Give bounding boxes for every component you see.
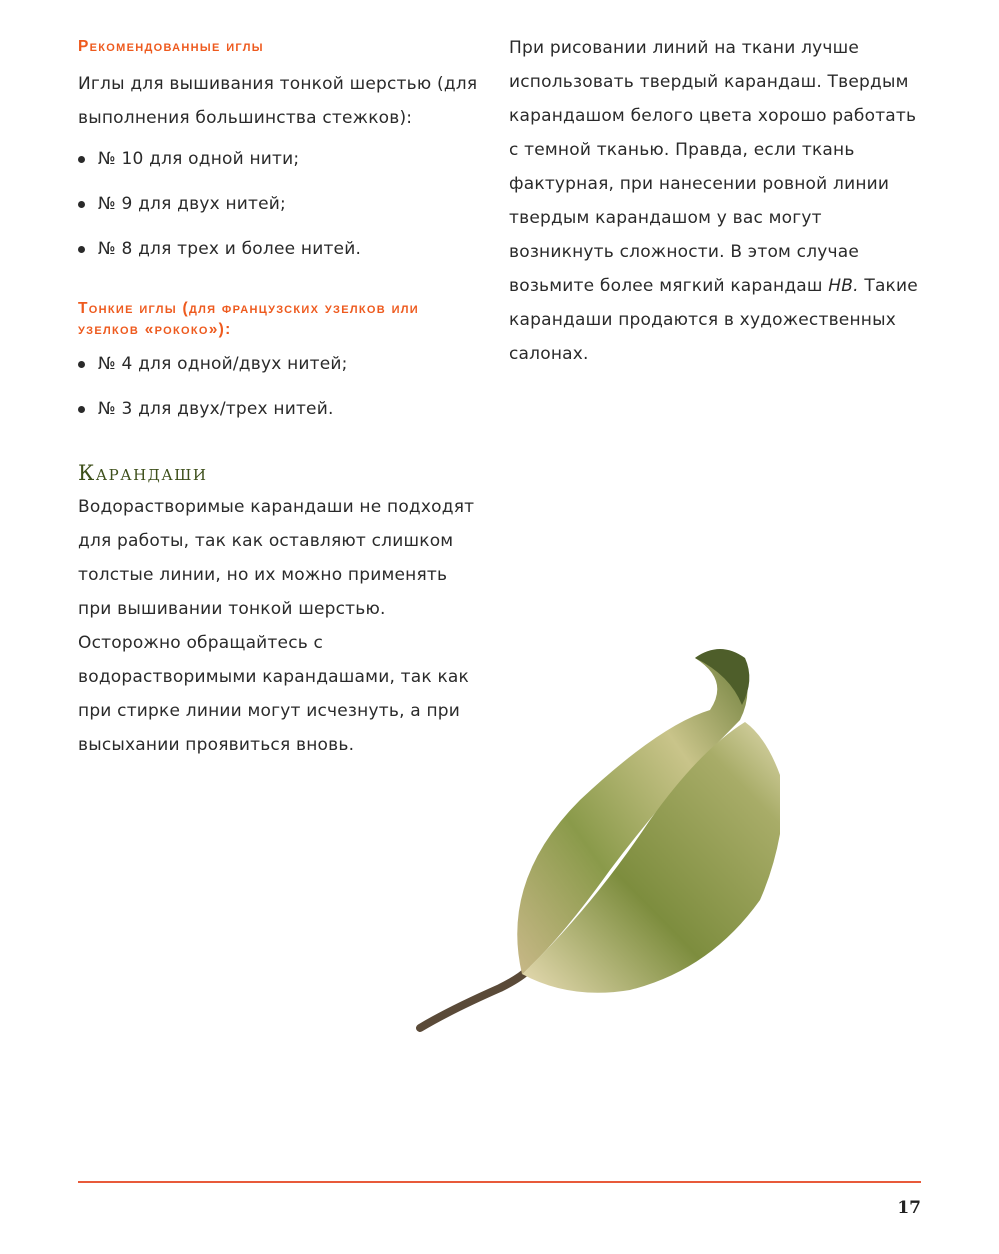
pencils-text: Водорастворимые карандаши не подходят для работы, так как оставляют слишком толстые линии, но их можно применять при вышивании тонкой шерстью. Осторожно обращайтесь с водорастворимыми карандашами, так как при стирке линии могут исчезнуть, а при высыхании проявиться вновь. xyxy=(78,497,475,755)
list-item: № 3 для двух/трех нитей. xyxy=(78,387,498,432)
bullet-icon xyxy=(78,361,85,368)
list-item: № 9 для двух нитей; xyxy=(78,182,498,227)
bullet-icon xyxy=(78,156,85,163)
right-column xyxy=(509,31,929,371)
fine-needles-heading: Тонкие иглы (для французских узелков или узелков «рококо»): xyxy=(78,300,420,338)
bullet-icon xyxy=(78,201,85,208)
bullet-icon xyxy=(78,406,85,413)
footer-rule xyxy=(78,1181,921,1183)
list-item: № 4 для одной/двух нитей; xyxy=(78,342,498,387)
right-paragraph: При рисовании линий на ткани лучше использовать твердый карандаш. Твердым карандашом белого цвета хорошо работать с темной тканью. Правда, если ткань фактурная, при нанесении ровной линии твердым карандашом у вас могут возникнуть сложности. В этом случае возьмите более мягкий карандаш HB. Такие карандаши продаются в художественных салонах. xyxy=(509,38,918,364)
leaf-stem xyxy=(420,970,528,1028)
list-item: № 8 для трех и более нитей. xyxy=(78,227,498,272)
page-number: 17 xyxy=(897,1198,921,1218)
needles-intro: Иглы для вышивания тонкой шерстью (для выполнения большинства стежков): xyxy=(78,74,478,128)
needles-heading: Рекомендованные иглы xyxy=(78,38,264,55)
hb-label: HB. xyxy=(828,276,859,296)
needles-list xyxy=(78,137,498,272)
bullet-icon xyxy=(78,246,85,253)
leaf-illustration xyxy=(410,630,780,1040)
list-item: № 10 для одной нити; xyxy=(78,137,498,182)
fine-needles-list xyxy=(78,342,498,432)
pencils-heading: Карандаши xyxy=(78,461,208,485)
